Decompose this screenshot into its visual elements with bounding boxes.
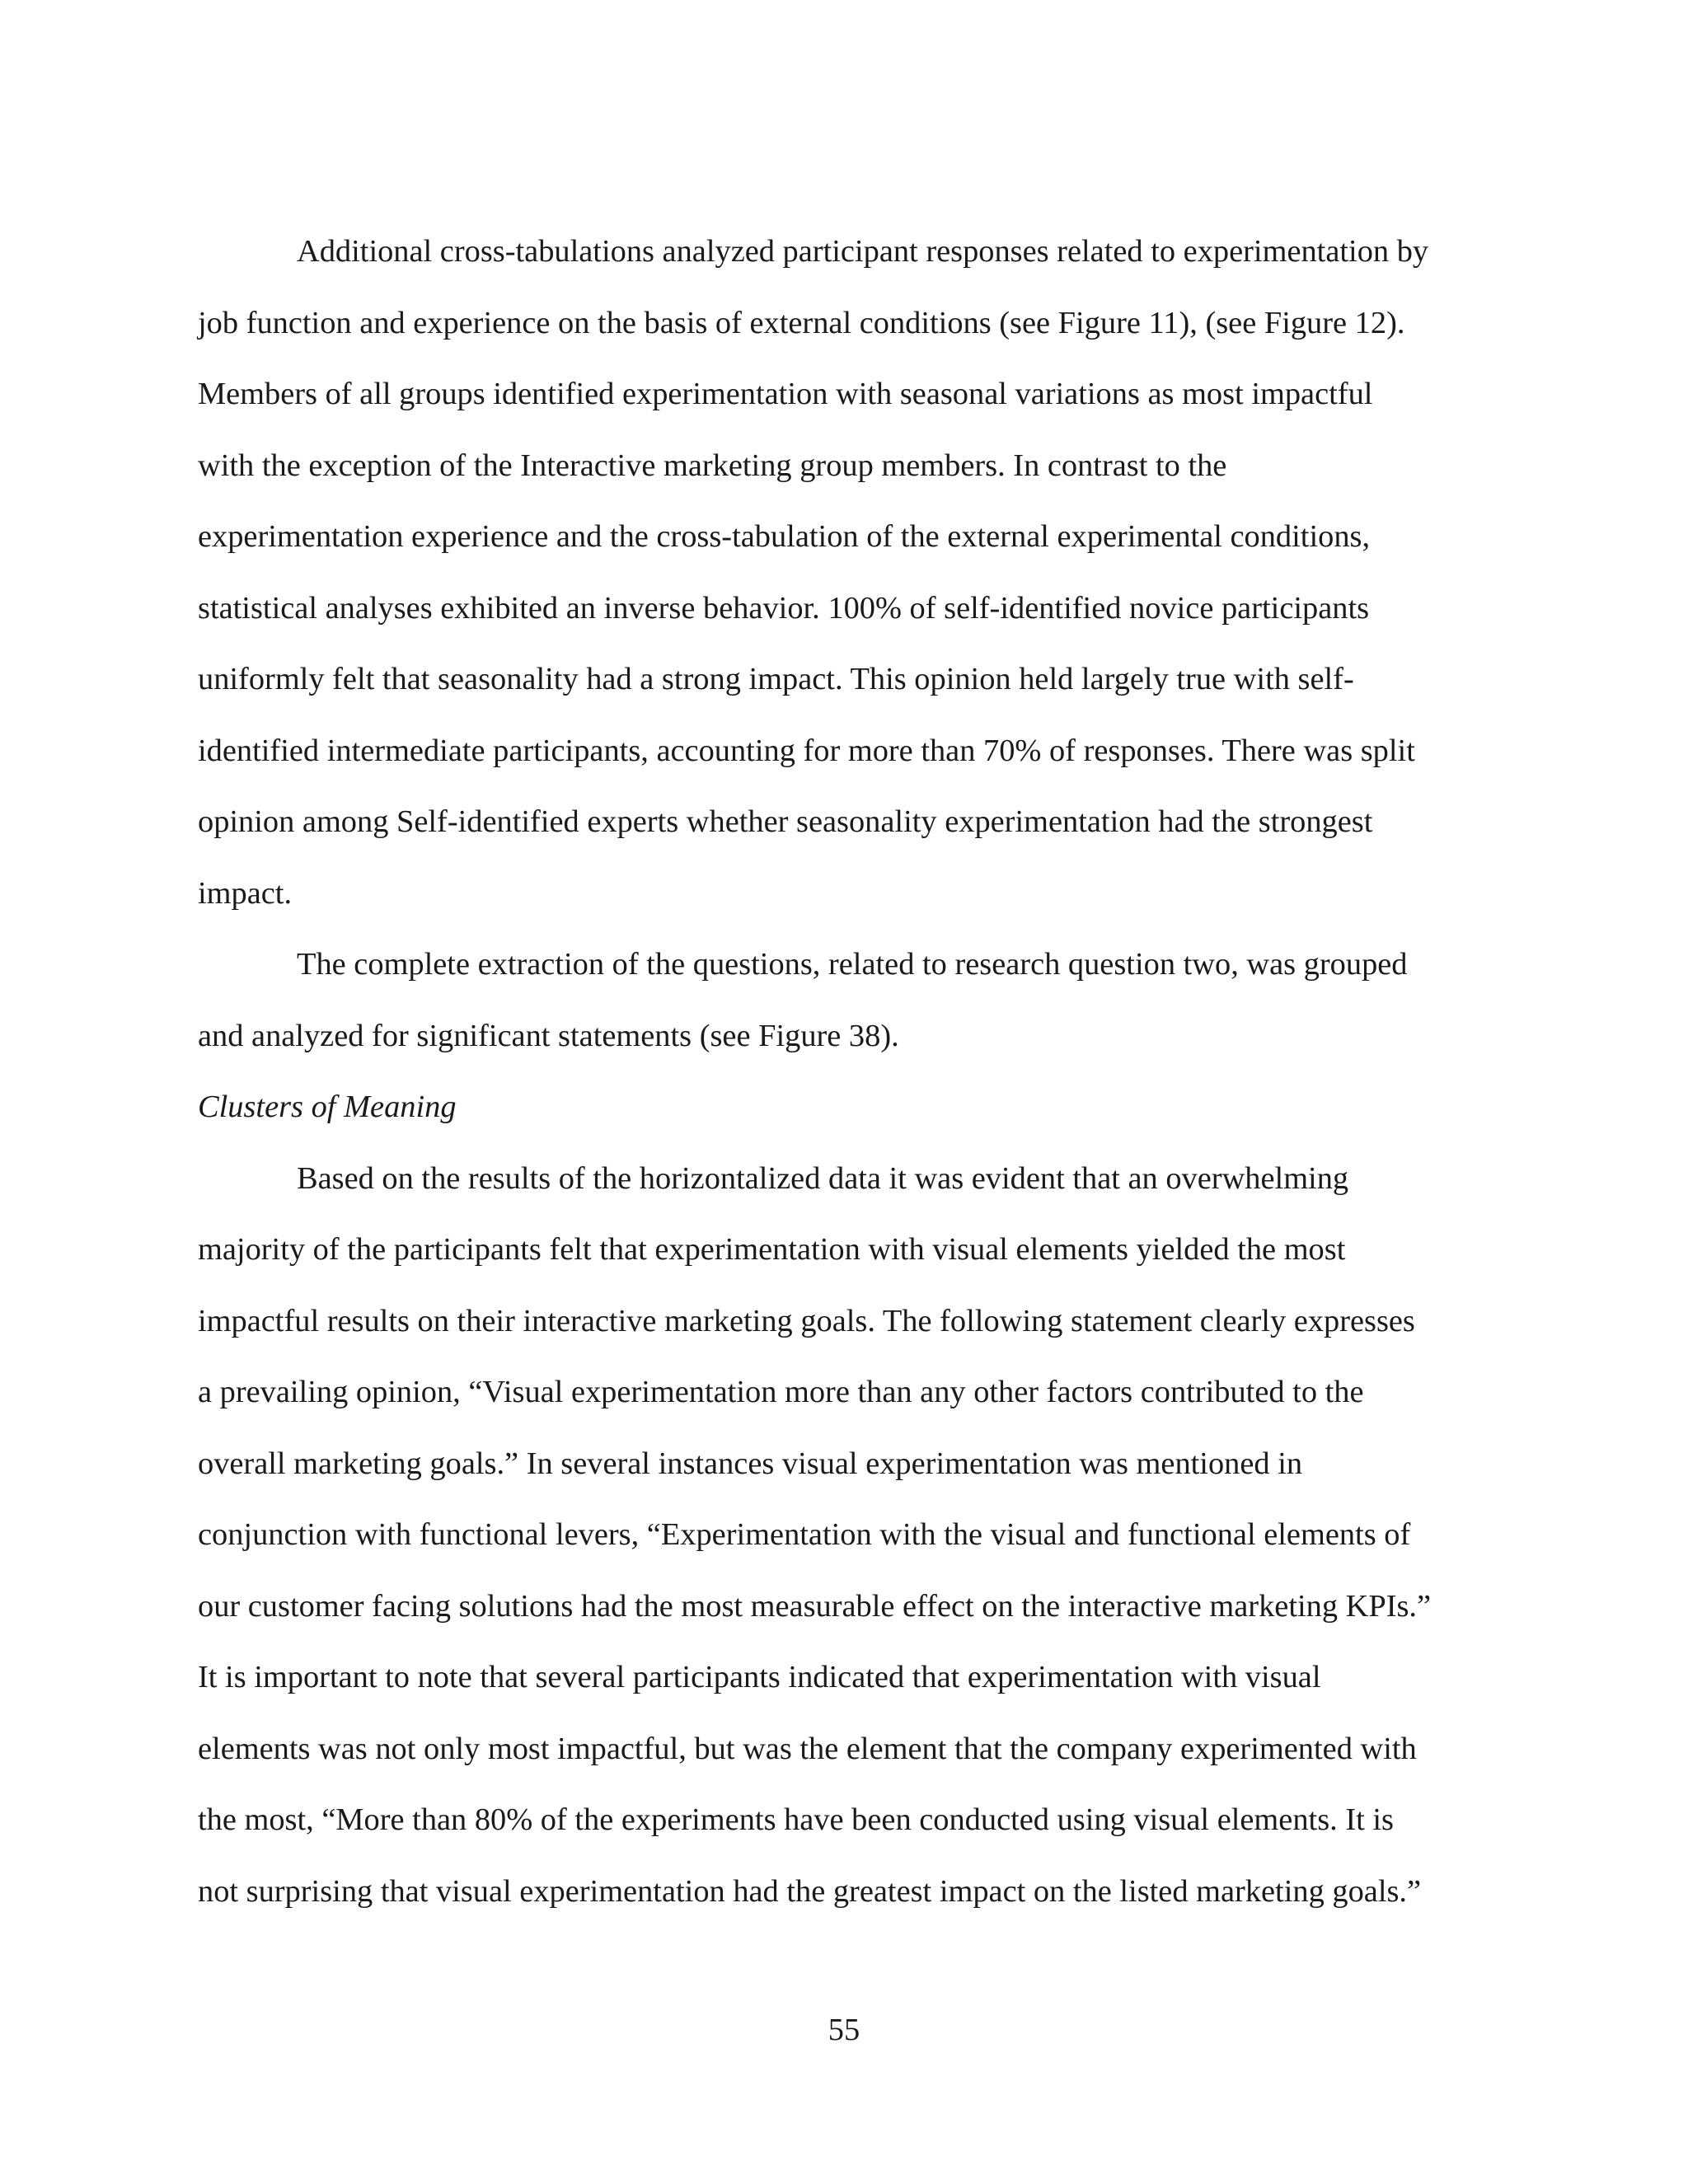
text-line: It is important to note that several participants indicated that experimentation with visual [198, 1660, 1321, 1694]
text-line: overall marketing goals.” In several instances visual experimentation was mentioned in [198, 1446, 1303, 1481]
text-line: opinion among Self-identified experts whether seasonality experimentation had the strongest [198, 804, 1373, 839]
text-line: our customer facing solutions had the most measurable effect on the interactive marketing KPIs.” [198, 1588, 1432, 1624]
text-line: uniformly felt that seasonality had a strong impact. This opinion held largely true with self- [198, 662, 1354, 696]
body-text [198, 216, 1493, 1927]
paragraph-2 [198, 929, 1493, 1071]
text-line: job function and experience on the basis of external conditions (see Figure 11), (see Figure 12). [198, 305, 1405, 340]
text-line: experimentation experience and the cross-tabulation of the external experimental conditions, [198, 519, 1371, 554]
text-line: not surprising that visual experimentation had the greatest impact on the listed marketing goals.” [198, 1873, 1422, 1909]
text-line: majority of the participants felt that experimentation with visual elements yielded the most [198, 1232, 1346, 1267]
paragraph-3 [198, 1143, 1493, 1928]
text-line: Additional cross-tabulations analyzed participant responses related to experimentation by [297, 234, 1429, 269]
text-line: The complete extraction of the questions, related to research question two, was grouped [297, 947, 1408, 982]
text-line: elements was not only most impactful, but was the element that the company experimented with [198, 1731, 1417, 1766]
section-heading: Clusters of Meaning [198, 1090, 457, 1124]
text-line: Members of all groups identified experimentation with seasonal variations as most impactful [198, 377, 1373, 411]
text-line: impact. [198, 875, 293, 911]
page-number: 55 [828, 2013, 860, 2047]
paragraph-1 [198, 216, 1493, 929]
text-line: and analyzed for significant statements (see Figure 38). [198, 1018, 899, 1053]
text-line: Based on the results of the horizontalized data it was evident that an overwhelming [297, 1160, 1349, 1196]
text-line: impactful results on their interactive marketing goals. The following statement clearly expresses [198, 1303, 1415, 1338]
text-line: conjunction with functional levers, “Experimentation with the visual and functional elements of [198, 1517, 1411, 1552]
text-line: a prevailing opinion, “Visual experimentation more than any other factors contributed to the [198, 1375, 1364, 1409]
text-line: the most, “More than 80% of the experiments have been conducted using visual elements. It is [198, 1802, 1394, 1837]
text-line: statistical analyses exhibited an inverse behavior. 100% of self-identified novice participants [198, 590, 1370, 626]
text-line: with the exception of the Interactive marketing group members. In contrast to the [198, 448, 1227, 483]
text-line: identified intermediate participants, accounting for more than 70% of responses. There was split [198, 733, 1415, 768]
